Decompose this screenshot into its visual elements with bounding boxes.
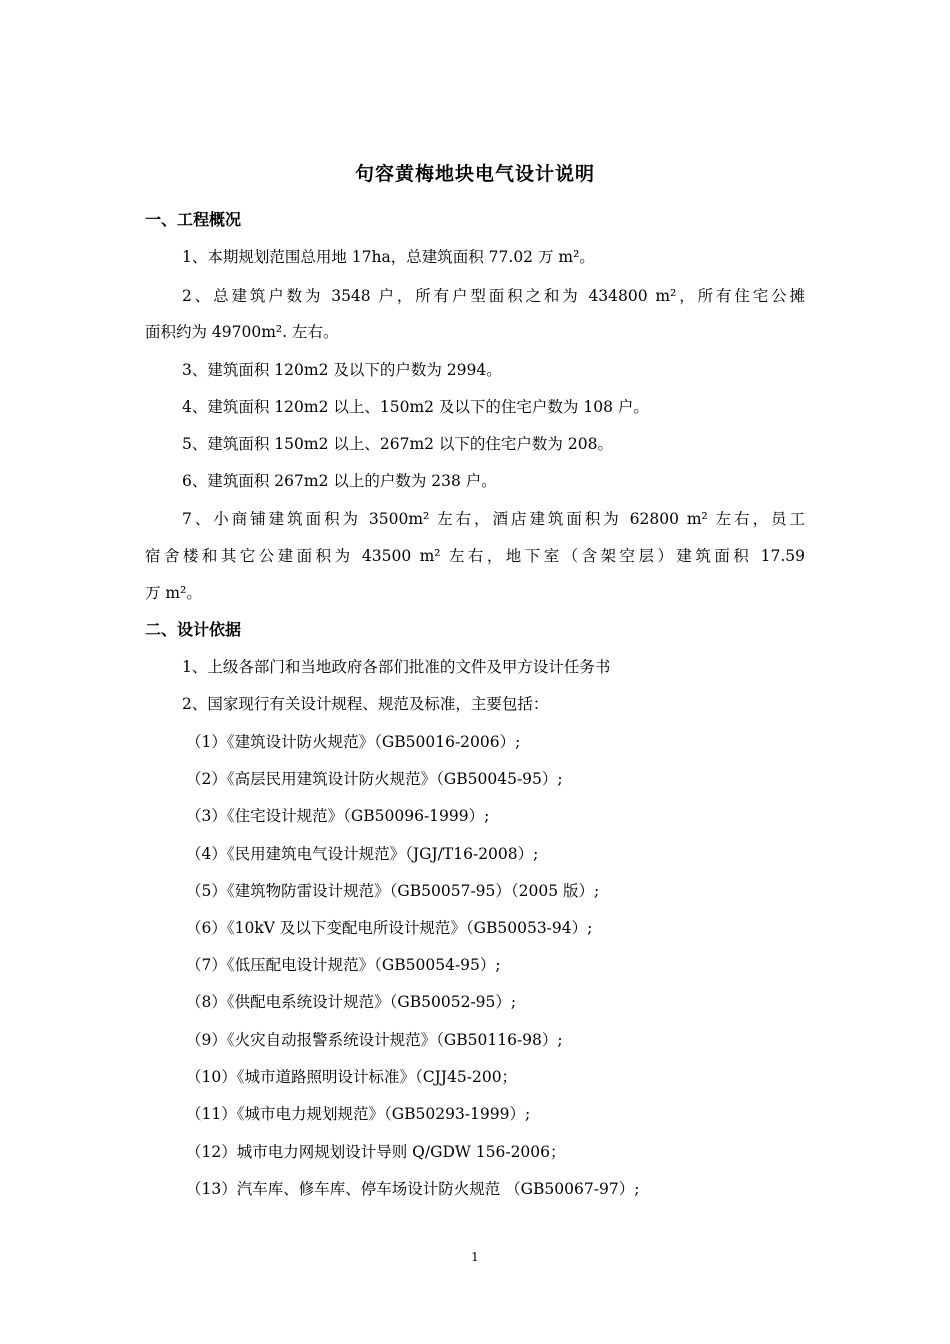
standard-item: （10）《城市道路照明设计标准》（CJJ45-200；	[186, 1068, 518, 1086]
document-title: 句容黄梅地块电气设计说明	[354, 163, 595, 185]
section-heading-basis: 二、设计依据	[145, 620, 242, 639]
paragraph-line: 2、国家现行有关设计规程、规范及标准，主要包括：	[182, 695, 549, 713]
paragraph-line: 万 m²。	[145, 584, 202, 602]
paragraph-line: 6、建筑面积 267m2 以上的户数为 238 户。	[182, 472, 497, 490]
paragraph-line: 1、本期规划范围总用地 17ha，总建筑面积 77.02 万 m²。	[182, 248, 595, 266]
standard-item: （13）汽车库、修车库、停车场设计防火规范 （GB50067-97）;	[186, 1180, 640, 1198]
standard-item: （8）《供配电系统设计规范》（GB50052-95）;	[186, 993, 517, 1011]
standard-item: （12）城市电力网规划设计导则 Q/GDW 156-2006；	[186, 1143, 566, 1161]
paragraph-line: 4、建筑面积 120m2 以上、150m2 及以下的住宅户数为 108 户。	[182, 398, 649, 416]
page-number: 1	[471, 1250, 479, 1264]
paragraph-line: 3、建筑面积 120m2 及以下的户数为 2994。	[182, 361, 502, 379]
standard-item: （9）《火灾自动报警系统设计规范》（GB50116-98）;	[186, 1031, 563, 1049]
standard-item: （1）《建筑设计防火规范》（GB50016-2006）;	[186, 733, 521, 751]
paragraph-line: 7、小商铺建筑面积为 3500m² 左右，酒店建筑面积为 62800 m² 左右，员工	[182, 510, 805, 528]
standard-item: （11）《城市电力规划规范》（GB50293-1999）;	[186, 1105, 531, 1123]
standard-item: （3）《住宅设计规范》（GB50096-1999）;	[186, 807, 490, 825]
paragraph-line: 2、总建筑户数为 3548 户，所有户型面积之和为 434800 m²，所有住宅公摊	[182, 287, 805, 305]
paragraph-line: 面积约为 49700m². 左右。	[145, 323, 339, 341]
standard-item: （2）《高层民用建筑设计防火规范》（GB50045-95）;	[186, 770, 563, 788]
standard-item: （6）《10kV 及以下变配电所设计规范》（GB50053-94）;	[186, 919, 593, 937]
section-heading-overview: 一、工程概况	[145, 210, 242, 229]
standard-item: （4）《民用建筑电气设计规范》（JGJ/T16-2008）;	[186, 845, 539, 863]
paragraph-line: 宿舍楼和其它公建面积为 43500 m² 左右，地下室（含架空层）建筑面积 17.59	[145, 547, 805, 565]
paragraph-line: 5、建筑面积 150m2 以上、267m2 以下的住宅户数为 208。	[182, 435, 613, 453]
standard-item: （5）《建筑物防雷设计规范》（GB50057-95）（2005 版）;	[186, 882, 600, 900]
standard-item: （7）《低压配电设计规范》（GB50054-95）;	[186, 956, 501, 974]
paragraph-line: 1、上级各部门和当地政府各部们批准的文件及甲方设计任务书	[182, 658, 611, 676]
